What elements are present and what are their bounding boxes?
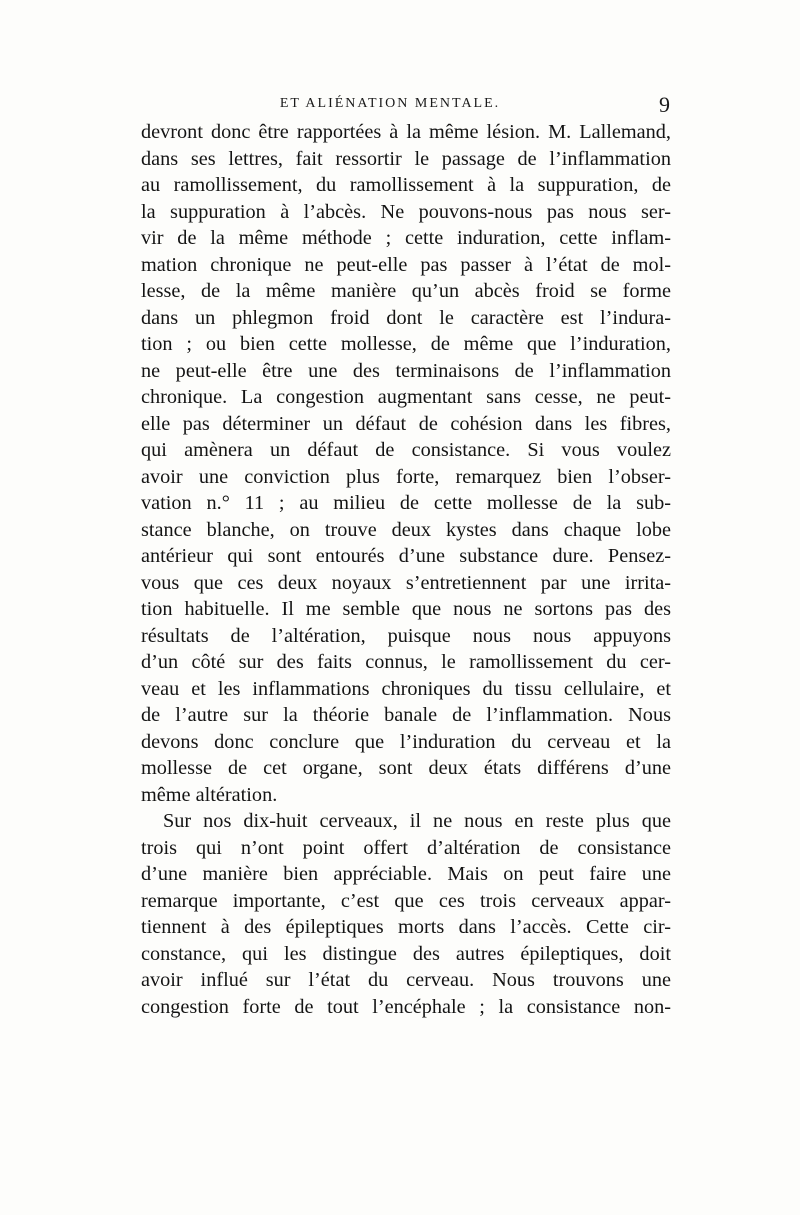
text-line: au ramollissement, du ramollissement à la suppuration, de — [141, 174, 671, 196]
text-line: résultats de l’altération, puisque nous nous appuyons — [141, 624, 671, 647]
text-line: dans ses lettres, fait ressortir le passage de l’inflammation — [141, 147, 671, 170]
running-title: ET ALIÉNATION MENTALE. — [279, 96, 501, 111]
text-line: ne peut-elle être une des terminaisons de l’inflammation — [141, 359, 671, 382]
text-line: vation n.° 11 ; au milieu de cette mollesse de la sub- — [141, 492, 671, 514]
text-line: d’une manière bien appréciable. Mais on peut faire une — [141, 863, 671, 885]
text-line: dans un phlegmon froid dont le caractère est l’indura- — [141, 306, 671, 329]
text-line: avoir influé sur l’état du cerveau. Nous trouvons une — [141, 969, 671, 991]
text-line: trois qui n’ont point offert d’altération de consistance — [141, 836, 671, 859]
text-line: constance, qui les distingue des autres épileptiques, doit — [141, 942, 671, 965]
page-number: 9 — [659, 92, 670, 117]
text-line: antérieur qui sont entourés d’une substance dure. Pensez- — [141, 545, 671, 567]
body-text — [141, 119, 671, 1020]
text-line: devons donc conclure que l’induration du cerveau et la — [141, 730, 671, 753]
text-line: mollesse de cet organe, sont deux états différens d’une — [141, 757, 671, 779]
text-line: remarque importante, c’est que ces trois cerveaux appar- — [141, 889, 671, 912]
text-line: d’un côté sur des faits connus, le ramollissement du cer- — [141, 651, 671, 673]
text-line: lesse, de la même manière qu’un abcès froid se forme — [141, 280, 671, 302]
text-line: mation chronique ne peut-elle pas passer à l’état de mol- — [141, 253, 671, 276]
text-line: congestion forte de tout l’encéphale ; la consistance non- — [141, 995, 671, 1018]
text-line: elle pas déterminer un défaut de cohésion dans les fibres, — [141, 412, 671, 435]
text-line: veau et les inflammations chroniques du tissu cellulaire, et — [141, 677, 671, 700]
text-line: Sur nos dix-huit cerveaux, il ne nous en reste plus que — [163, 810, 671, 832]
text-line: stance blanche, on trouve deux kystes dans chaque lobe — [141, 518, 671, 541]
text-line: tion ; ou bien cette mollesse, de même que l’induration, — [141, 333, 671, 355]
text-line: la suppuration à l’abcès. Ne pouvons-nous pas nous ser- — [141, 200, 671, 223]
running-head — [140, 92, 670, 118]
text-line: vous que ces deux noyaux s’entretiennent par une irrita- — [141, 571, 671, 594]
text-line: de l’autre sur la théorie banale de l’inflammation. Nous — [141, 704, 671, 726]
text-line: vir de la même méthode ; cette induration, cette inflam- — [141, 227, 671, 249]
text-line: devront donc être rapportées à la même lésion. M. Lallemand, — [141, 121, 671, 143]
text-line: tiennent à des épileptiques morts dans l’accès. Cette cir- — [141, 916, 671, 938]
text-line: tion habituelle. Il me semble que nous ne sortons pas des — [141, 598, 671, 620]
text-line: qui amènera un défaut de consistance. Si vous voulez — [141, 439, 671, 461]
text-line: avoir une conviction plus forte, remarquez bien l’obser- — [141, 465, 671, 488]
text-line: même altération. — [141, 783, 278, 806]
text-line: chronique. La congestion augmentant sans cesse, ne peut- — [141, 386, 671, 408]
